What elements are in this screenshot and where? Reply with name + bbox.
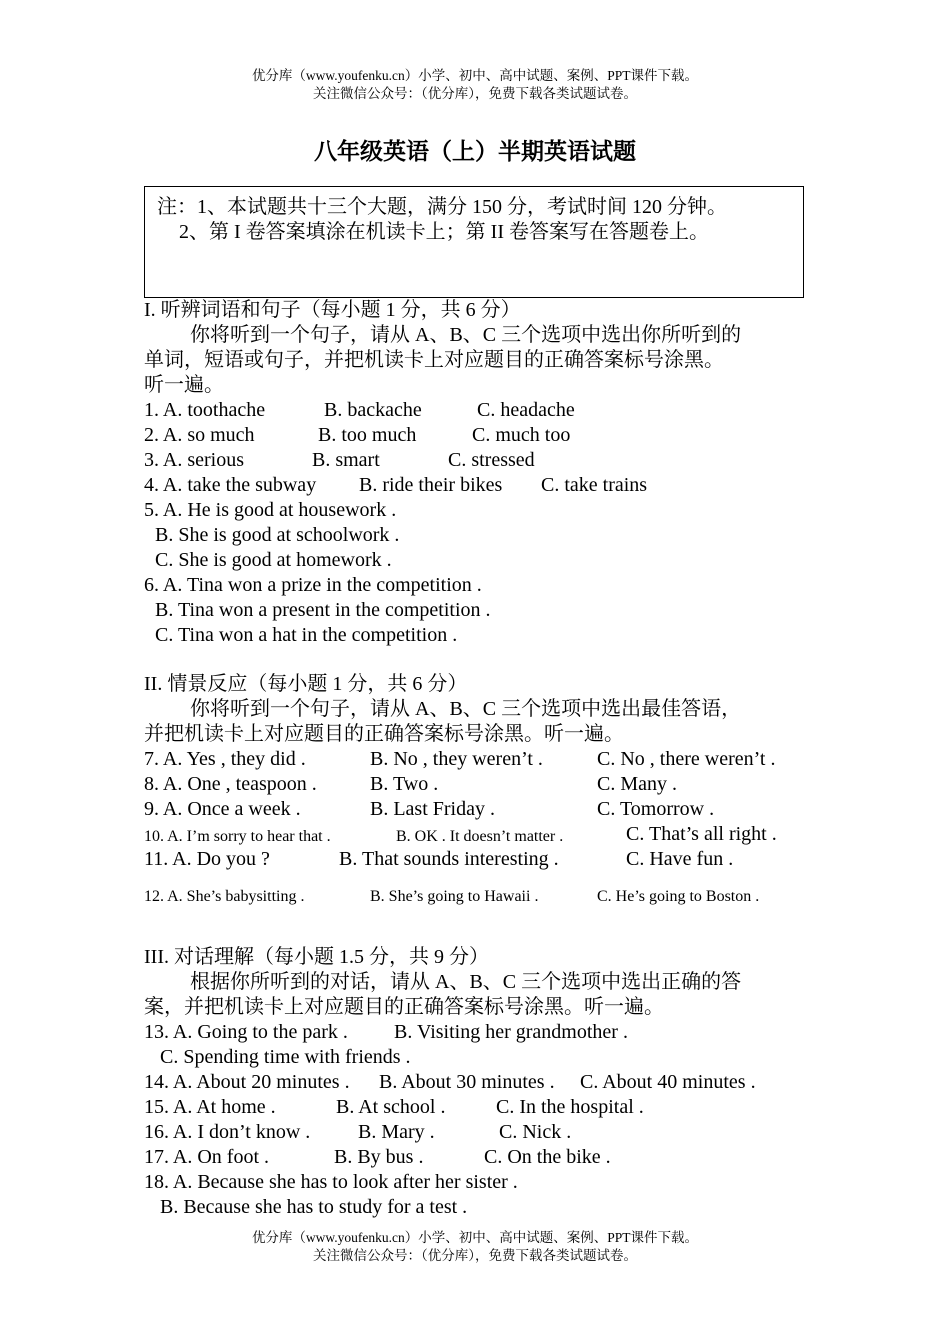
section-2-instruction: 你将听到一个句子，请从 A、B、C 三个选项中选出最佳答语， bbox=[190, 698, 742, 720]
option-b: B. At school . bbox=[336, 1096, 446, 1118]
question-5-option-c: C. She is good at homework . bbox=[155, 549, 392, 571]
option-a: 15. A. At home . bbox=[144, 1096, 276, 1118]
option-c: C. headache bbox=[477, 399, 575, 421]
option-c: C. He’s going to Boston . bbox=[597, 888, 760, 905]
option-a: 3. A. serious bbox=[144, 449, 244, 471]
option-b: B. ride their bikes bbox=[359, 474, 503, 496]
section-3-instruction: 根据你所听到的对话，请从 A、B、C 三个选项中选出正确的答 bbox=[190, 971, 742, 993]
question-6-option-c: C. Tina won a hat in the competition . bbox=[155, 624, 458, 646]
section-2-instruction-cont: 并把机读卡上对应题目的正确答案标号涂黑。听一遍。 bbox=[144, 723, 624, 745]
header-line-1: 优分库（www.youfenku.cn）小学、初中、高中试题、案例、PPT课件下载。 bbox=[251, 68, 699, 83]
section-1-instruction: 你将听到一个句子，请从 A、B、C 三个选项中选出你所听到的 bbox=[190, 324, 742, 346]
option-b: B. No , they weren’t . bbox=[370, 748, 543, 770]
option-a: 14. A. About 20 minutes . bbox=[144, 1071, 350, 1093]
option-a: 8. A. One , teaspoon . bbox=[144, 773, 317, 795]
note-line-1: 注：1、本试题共十三个大题，满分 150 分，考试时间 120 分钟。 bbox=[157, 196, 727, 218]
option-b: B. backache bbox=[324, 399, 422, 421]
option-c: C. much too bbox=[472, 424, 571, 446]
option-b: B. That sounds interesting . bbox=[339, 848, 559, 870]
section-2-title: II. 情景反应（每小题 1 分，共 6 分） bbox=[144, 673, 468, 695]
section-3-instruction-cont: 案，并把机读卡上对应题目的正确答案标号涂黑。听一遍。 bbox=[144, 996, 664, 1018]
option-a: 9. A. Once a week . bbox=[144, 798, 301, 820]
option-a: 11. A. Do you ? bbox=[144, 848, 270, 870]
option-c: C. In the hospital . bbox=[496, 1096, 644, 1118]
section-3-title: III. 对话理解（每小题 1.5 分，共 9 分） bbox=[144, 946, 489, 968]
section-1-instruction-end: 听一遍。 bbox=[144, 374, 224, 396]
option-a: 2. A. so much bbox=[144, 424, 255, 446]
option-c: C. Many . bbox=[597, 773, 677, 795]
note-box bbox=[144, 186, 804, 298]
option-c: C. take trains bbox=[541, 474, 648, 496]
option-b: B. She’s going to Hawaii . bbox=[370, 888, 539, 905]
option-c: C. About 40 minutes . bbox=[580, 1071, 756, 1093]
question-5-option-b: B. She is good at schoolwork . bbox=[155, 524, 400, 546]
option-c: C. Have fun . bbox=[626, 848, 734, 870]
option-a: 4. A. take the subway bbox=[144, 474, 317, 496]
question-18-option-b: B. Because she has to study for a test . bbox=[160, 1196, 468, 1218]
footer-line-1: 优分库（www.youfenku.cn）小学、初中、高中试题、案例、PPT课件下载。 bbox=[251, 1230, 699, 1245]
option-c: C. Tomorrow . bbox=[597, 798, 715, 820]
question-18-option-a: 18. A. Because she has to look after her sister . bbox=[144, 1171, 518, 1193]
question-5-option-a: 5. A. He is good at housework . bbox=[144, 499, 397, 521]
option-a: 17. A. On foot . bbox=[144, 1146, 269, 1168]
option-b: B. Mary . bbox=[358, 1121, 435, 1143]
section-1-title: I. 听辨词语和句子（每小题 1 分，共 6 分） bbox=[144, 299, 521, 321]
option-a: 10. A. I’m sorry to hear that . bbox=[144, 828, 331, 845]
option-a: 16. A. I don’t know . bbox=[144, 1121, 311, 1143]
question-13-option-c: C. Spending time with friends . bbox=[160, 1046, 411, 1068]
option-c: C. Nick . bbox=[499, 1121, 572, 1143]
option-c: C. No , there weren’t . bbox=[597, 748, 776, 770]
question-6-option-b: B. Tina won a present in the competition . bbox=[155, 599, 491, 621]
option-b: B. By bus . bbox=[334, 1146, 424, 1168]
option-b: B. Visiting her grandmother . bbox=[394, 1021, 628, 1043]
option-a: 7. A. Yes , they did . bbox=[144, 748, 306, 770]
option-b: B. too much bbox=[318, 424, 417, 446]
footer-line-2: 关注微信公众号：（优分库），免费下载各类试题试卷。 bbox=[313, 1248, 637, 1263]
header-line-2: 关注微信公众号：（优分库），免费下载各类试题试卷。 bbox=[313, 86, 637, 101]
option-a: 12. A. She’s babysitting . bbox=[144, 888, 305, 905]
note-line-2: 2、第 I 卷答案填涂在机读卡上；第 II 卷答案写在答题卷上。 bbox=[179, 221, 709, 243]
option-b: B. Two . bbox=[370, 773, 439, 795]
option-a: 13. A. Going to the park . bbox=[144, 1021, 348, 1043]
option-a: 1. A. toothache bbox=[144, 399, 266, 421]
option-b: B. smart bbox=[312, 449, 380, 471]
option-b: B. About 30 minutes . bbox=[379, 1071, 555, 1093]
option-c: C. On the bike . bbox=[484, 1146, 611, 1168]
question-6-option-a: 6. A. Tina won a prize in the competition . bbox=[144, 574, 482, 596]
page-title: 八年级英语（上）半期英语试题 bbox=[314, 139, 636, 164]
option-b: B. Last Friday . bbox=[370, 798, 495, 820]
section-1-instruction-cont: 单词，短语或句子，并把机读卡上对应题目的正确答案标号涂黑。 bbox=[144, 349, 724, 371]
option-c: C. That’s all right . bbox=[626, 823, 777, 845]
option-b: B. OK . It doesn’t matter . bbox=[396, 828, 564, 845]
option-c: C. stressed bbox=[448, 449, 535, 471]
